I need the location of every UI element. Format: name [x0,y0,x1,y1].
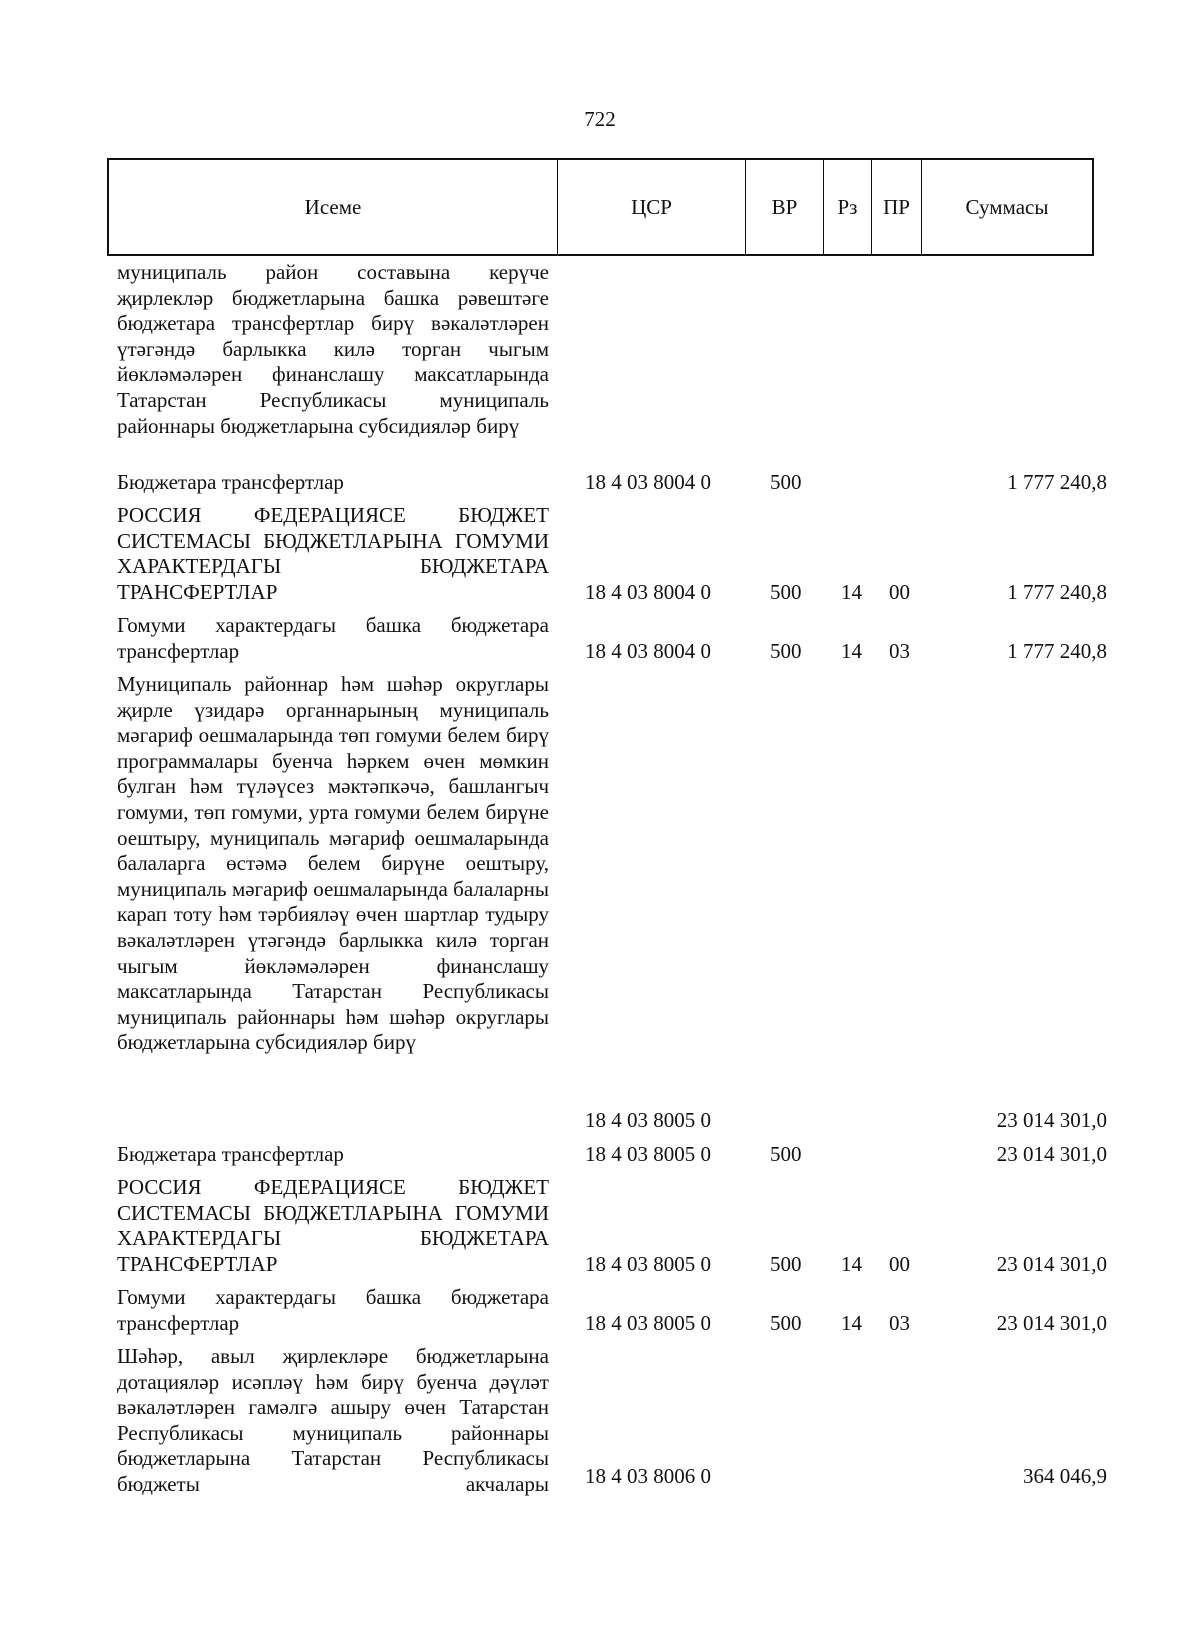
row-sum: 1 777 240,8 [1007,639,1107,663]
row-vr: 500 [770,470,802,494]
row-name: РОССИЯ ФЕДЕРАЦИЯСЕ БЮДЖЕТ СИСТЕМАСЫ БЮДЖЕТЛАРЫНА ГОМУМИ ХАРАКТЕРДАГЫ БЮДЖЕТАРА ТРАНСФЕРТЛАР [117,1175,549,1276]
column-header-pr: ПР [872,160,922,254]
row-name: РОССИЯ ФЕДЕРАЦИЯСЕ БЮДЖЕТ СИСТЕМАСЫ БЮДЖЕТЛАРЫНА ГОМУМИ ХАРАКТЕРДАГЫ БЮДЖЕТАРА ТРАНСФЕРТЛАР [117,503,549,604]
row-pr: 00 [889,1252,910,1276]
column-header-sum: Суммасы [965,194,1049,219]
row-sum: 23 014 301,0 [996,1142,1107,1166]
row-name: Гомуми характердагы башка бюджетара трансфертлар [117,1285,549,1335]
row-csr: 18 4 03 8005 0 [585,1142,711,1166]
row-name: Гомуми характердагы башка бюджетара трансфертлар [117,613,549,663]
row-sum: 364 046,9 [1023,1464,1107,1488]
row-name: Шәһәр, авыл җирлекләре бюджетларына дотацияләр исәпләү һәм бирү буенча дәүләт вәкаләтләрен гамәлгә ашыру өчен Татарстан Республикасы муниципаль районнары бюджетларына Татарстан Республикасы бюджеты акчалары [117,1344,549,1496]
row-pr: 03 [889,639,910,663]
row-sum: 23 014 301,0 [996,1108,1107,1132]
row-vr: 500 [770,1142,802,1166]
page-number: 722 [584,107,616,131]
row-csr: 18 4 03 8004 0 [585,639,711,663]
row-csr: 18 4 03 8005 0 [585,1311,711,1335]
column-header-vr: ВР [746,160,824,254]
row-vr: 500 [770,1311,802,1335]
table-header [107,158,1094,256]
row-vr: 500 [770,639,802,663]
row-csr: 18 4 03 8004 0 [585,580,711,604]
row-pr: 00 [889,580,910,604]
column-header-csr: ЦСР [558,160,746,254]
row-vr: 500 [770,1252,802,1276]
row-csr: 18 4 03 8004 0 [585,470,711,494]
row-pr: 03 [889,1311,910,1335]
row-sum: 23 014 301,0 [996,1311,1107,1335]
row-name: Бюджетара трансфертлар [117,470,344,494]
row-csr: 18 4 03 8005 0 [585,1252,711,1276]
row-rz: 14 [841,580,862,604]
row-rz: 14 [841,1252,862,1276]
row-rz: 14 [841,1311,862,1335]
row-name: муниципаль район составына керүче җирлекләр бюджетларына башка рәвештәге бюджетара трансфертлар бирү вәкаләтләрен үтәгәндә барлыкка килә торган чыгым йөкләмәләрен финанслашу максатларында Татарстан Республикасы муниципаль районнары бюджетларына субсидияләр бирү [117,260,549,438]
row-vr: 500 [770,580,802,604]
column-header-name: Исеме [109,160,558,254]
row-rz: 14 [841,639,862,663]
column-header-rz: Рз [824,160,872,254]
row-sum: 1 777 240,8 [1007,470,1107,494]
row-sum: 23 014 301,0 [996,1252,1107,1276]
row-csr: 18 4 03 8006 0 [585,1464,711,1488]
row-sum: 1 777 240,8 [1007,580,1107,604]
row-name: Бюджетара трансфертлар [117,1142,344,1166]
row-csr: 18 4 03 8005 0 [585,1108,711,1132]
row-name: Муниципаль районнар һәм шәһәр округлары җирле үзидарә органнарының муниципаль мәгариф оешмаларында төп гомуми белем бирү программалары буенча һәркем өчен мөмкин булган һәм түләүсез мәктәпкәчә, башлангыч гомуми, төп гомуми, урта гомуми белем бирүне оештыру, муниципаль мәгариф оешмаларында балаларга өстәмә белем бирүне оештыру, муниципаль мәгариф оешмаларында балаларны карап тоту һәм тәрбияләү өчен шартлар тудыру вәкаләтләрен үтәгәндә барлыкка килә торган чыгым йөкләмәләрен финанслашу максатларында Татарстан Республикасы муниципаль районнары һәм шәһәр округлары бюджетларына субсидияләр бирү [117,672,549,1055]
